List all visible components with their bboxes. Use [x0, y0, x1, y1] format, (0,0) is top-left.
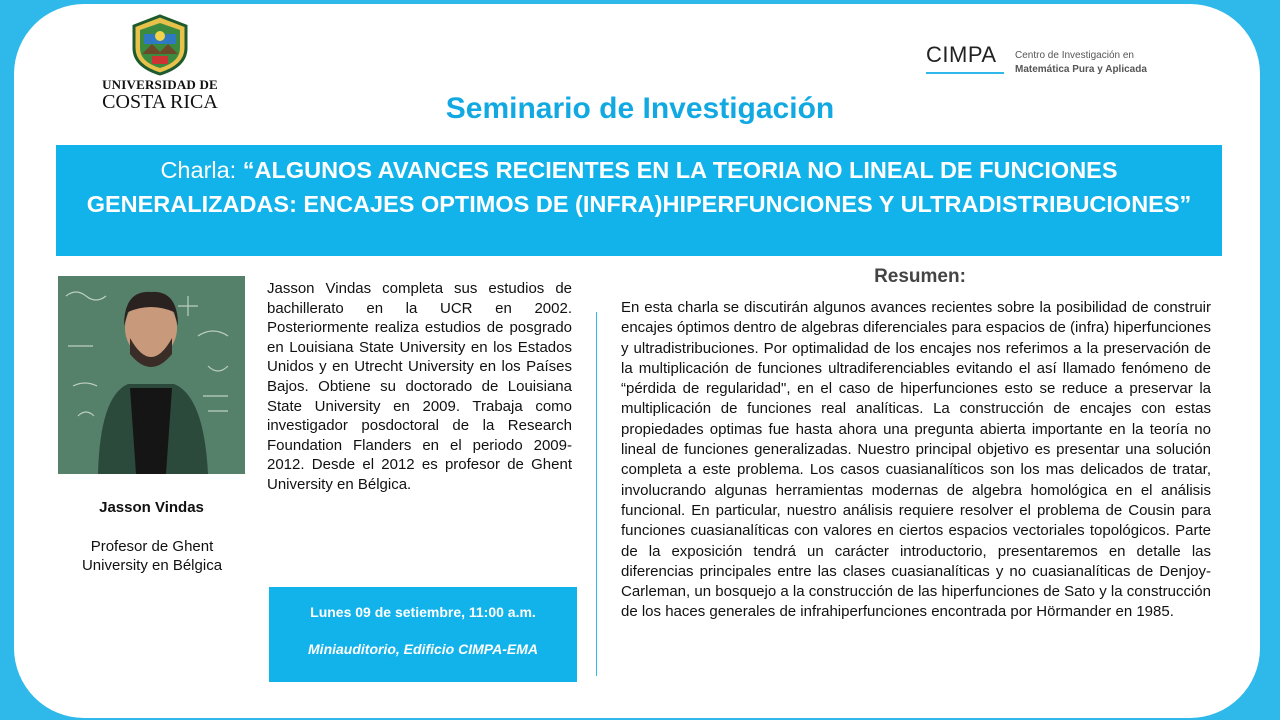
speaker-role: Profesor de Ghent University en Bélgica — [81, 538, 223, 574]
cimpa-subtitle-2: Matemática Pura y Aplicada — [1015, 64, 1147, 75]
ucr-seal-icon — [130, 14, 190, 76]
speaker-name: Jasson Vindas — [99, 499, 204, 516]
talk-banner — [56, 145, 1222, 256]
speaker-bio: Jasson Vindas completa sus estudios de bachillerato en la UCR en 2002. Posteriormente realiza estudios de posgrado en Louisiana State University en los Estados Unidos y en Utrecht University en los Países Bajos. Obtiene su doctorado de Louisiana State University en 2009. Trabaja como investigador posdoctoral de la Research Foundation Flanders en el periodo 2009-2012. Desde el 2012 es profesor de Ghent University en Bélgica. — [267, 280, 572, 493]
cimpa-subtitle-1: Centro de Investigación en — [1015, 50, 1134, 61]
event-info-box — [269, 587, 577, 682]
talk-title: “ALGUNOS AVANCES RECIENTES EN LA TEORIA NO LINEAL DE FUNCIONES GENERALIZADAS: ENCAJES OPTIMOS DE (INFRA)HIPERFUNCIONES Y ULTRADISTRIBUCIONES” — [86, 157, 1192, 217]
abstract-text: En esta charla se discutirán algunos avances recientes sobre la posibilidad de construir encajes óptimos dentro de algebras diferenciales para espacios de (infra) hiperfunciones y ultradistribuciones. Por optimalidad de los encajes nos referimos a la preservación de la multiplicación de funciones ultradiferenciables evitando el así llamado fenómeno de “pérdida de regularidad", en el caso de hiperfunciones esto se reduce a preservar la multiplicación de funciones real analíticas. La construcción de encajes con estas propiedades optimas fue hasta ahora una pregunta abierta importante en la teoría no lineal de funciones generalizadas. Nuestro principal objetivo es presentar una solución completa a este problema. Los casos cuasianalíticos son los mas delicados de tratar, involucrando algunas herramientas modernas de algebra homológica en el análisis funcional. En particular, nuestro análisis requiere resolver el problema de Cousin para funciones cuasianalíticas con valores en ciertos espacios vectoriales topológicos. Parte de la exposición tendrá un carácter introductorio, presentaremos en detalle las diferencias principales entre las clases cuasianalíticas y no cuasianalíticas de Denjoy-Carleman, un bosquejo a la construcción de las hiperfunciones de Sato y la construcción de los haces generales de infrahiperfunciones encontrada por Hörmander en 1985. — [621, 299, 1211, 621]
speaker-photo-icon — [58, 276, 245, 474]
speaker-photo — [58, 276, 245, 474]
talk-prefix: Charla: — [160, 157, 243, 183]
seminar-title: Seminario de Investigación — [445, 92, 835, 125]
cimpa-underline — [926, 72, 1004, 74]
event-date: Lunes 09 de setiembre, 11:00 a.m. — [310, 604, 536, 620]
ucr-name-line2: COSTA RICA — [102, 91, 218, 113]
cimpa-logo — [926, 40, 1176, 80]
event-place: Miniauditorio, Edificio CIMPA-EMA — [308, 641, 538, 657]
cimpa-wordmark: CIMPA — [926, 42, 997, 67]
ucr-name-line1: UNIVERSIDAD DE — [102, 77, 218, 92]
abstract-heading: Resumen: — [874, 266, 966, 287]
column-divider — [596, 312, 597, 676]
